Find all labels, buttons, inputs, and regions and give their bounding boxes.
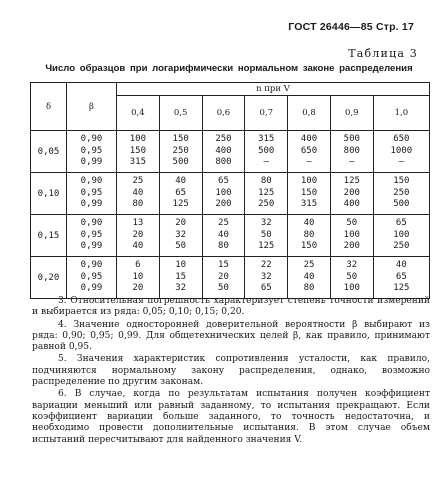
beta-cell bbox=[67, 173, 117, 215]
n-value: 100 bbox=[343, 283, 360, 294]
n-value: 10 bbox=[175, 260, 187, 271]
n-cell bbox=[245, 215, 288, 257]
n-value: 100 bbox=[300, 176, 318, 187]
beta-value: 0,99 bbox=[80, 199, 103, 210]
header-v-value: 0,6 bbox=[202, 96, 245, 131]
header-v-value: 0,7 bbox=[245, 96, 288, 131]
n-cell bbox=[373, 257, 429, 299]
n-value: 80 bbox=[218, 241, 229, 252]
n-cell bbox=[159, 173, 202, 215]
beta-cell bbox=[67, 131, 117, 173]
header-v-value: 0,4 bbox=[117, 96, 160, 131]
n-value: 400 bbox=[300, 134, 318, 145]
n-cell bbox=[159, 215, 202, 257]
n-value: 125 bbox=[258, 187, 275, 198]
n-cell bbox=[288, 173, 331, 215]
beta-value: 0,99 bbox=[80, 157, 103, 168]
beta-value: 0,99 bbox=[80, 283, 103, 294]
beta-value: 0,90 bbox=[80, 134, 103, 145]
n-value: 200 bbox=[343, 241, 360, 252]
n-value: 50 bbox=[346, 218, 358, 229]
n-cell bbox=[373, 131, 429, 173]
n-value: 13 bbox=[132, 218, 144, 229]
beta-value: 0,95 bbox=[80, 271, 103, 282]
header-v-value: 0,5 bbox=[159, 96, 202, 131]
beta-cell bbox=[67, 257, 117, 299]
n-value: 50 bbox=[260, 229, 272, 240]
n-cell bbox=[330, 257, 373, 299]
n-value: 650 bbox=[300, 145, 318, 156]
n-value: 6 bbox=[135, 260, 141, 271]
n-cell bbox=[373, 173, 429, 215]
note-paragraph: 5. Значения характеристик сопротивления усталости, как правило, подчиняются нормальному закону распределения, однако, возможно распределение по другим законам. bbox=[32, 354, 430, 388]
n-cell bbox=[245, 131, 288, 173]
sample-size-table bbox=[30, 82, 430, 299]
beta-value: 0,95 bbox=[80, 229, 103, 240]
table-caption: Число образцов при логарифмически нормальном законе распределения bbox=[45, 63, 413, 74]
n-value: — bbox=[306, 157, 312, 168]
n-cell bbox=[202, 131, 245, 173]
delta-cell: 0,15 bbox=[31, 215, 67, 257]
n-cell bbox=[202, 173, 245, 215]
beta-value: 0,99 bbox=[80, 241, 103, 252]
n-value: 150 bbox=[393, 176, 410, 187]
n-value: 32 bbox=[175, 283, 187, 294]
n-value: 500 bbox=[393, 199, 410, 210]
n-value: 20 bbox=[218, 271, 229, 282]
n-value: 40 bbox=[303, 271, 315, 282]
header-delta: δ bbox=[31, 83, 67, 131]
n-value: 650 bbox=[393, 134, 410, 145]
n-value: 200 bbox=[215, 199, 232, 210]
n-value: 150 bbox=[300, 187, 318, 198]
n-value: 22 bbox=[260, 260, 272, 271]
table-row bbox=[31, 257, 430, 299]
n-value: 50 bbox=[346, 271, 358, 282]
beta-value: 0,90 bbox=[80, 176, 103, 187]
n-cell bbox=[288, 215, 331, 257]
n-value: 100 bbox=[215, 187, 232, 198]
n-value: 80 bbox=[260, 176, 272, 187]
notes bbox=[32, 296, 430, 447]
n-value: 125 bbox=[343, 176, 360, 187]
n-cell bbox=[117, 215, 160, 257]
n-value: 400 bbox=[215, 145, 232, 156]
table-row bbox=[31, 173, 430, 215]
n-value: 150 bbox=[300, 241, 318, 252]
n-value: 65 bbox=[175, 187, 187, 198]
n-value: 125 bbox=[172, 199, 189, 210]
header-beta: β bbox=[67, 83, 117, 131]
n-value: 800 bbox=[215, 157, 232, 168]
n-value: 40 bbox=[395, 260, 407, 271]
header-v-value: 0,9 bbox=[330, 96, 373, 131]
n-cell bbox=[330, 131, 373, 173]
n-value: 250 bbox=[393, 187, 410, 198]
n-value: 150 bbox=[172, 134, 189, 145]
n-value: 20 bbox=[175, 218, 187, 229]
header-n-v: n при V bbox=[117, 83, 430, 96]
n-value: 100 bbox=[129, 134, 147, 145]
n-value: 32 bbox=[260, 218, 272, 229]
beta-value: 0,95 bbox=[80, 187, 103, 198]
n-value: 40 bbox=[132, 241, 144, 252]
n-value: 315 bbox=[258, 134, 275, 145]
table-row bbox=[31, 215, 430, 257]
n-value: 125 bbox=[258, 241, 275, 252]
beta-value: 0,90 bbox=[80, 260, 103, 271]
n-value: 65 bbox=[260, 283, 272, 294]
n-value: — bbox=[349, 157, 355, 168]
beta-value: 0,95 bbox=[80, 145, 103, 156]
n-value: 65 bbox=[395, 218, 407, 229]
n-value: 65 bbox=[218, 176, 229, 187]
n-value: 200 bbox=[343, 187, 360, 198]
n-value: 50 bbox=[175, 241, 187, 252]
n-value: 20 bbox=[132, 229, 144, 240]
n-value: 65 bbox=[395, 271, 407, 282]
n-value: 100 bbox=[393, 229, 410, 240]
n-value: 10 bbox=[132, 271, 144, 282]
table-label: Таблица 3 bbox=[348, 47, 418, 60]
n-value: 25 bbox=[132, 176, 144, 187]
n-value: 15 bbox=[175, 271, 187, 282]
n-value: 40 bbox=[303, 218, 315, 229]
header-v-value: 0,8 bbox=[288, 96, 331, 131]
note-paragraph: 4. Значение односторонней доверительной вероятности β выбирают из ряда: 0,90; 0,95; 0,99. Для общетехнических целей β, как правило, принимают равной 0,95. bbox=[32, 319, 430, 353]
n-value: 25 bbox=[303, 260, 315, 271]
n-cell bbox=[330, 215, 373, 257]
n-cell bbox=[288, 131, 331, 173]
n-value: 32 bbox=[346, 260, 358, 271]
n-value: 500 bbox=[258, 145, 275, 156]
delta-cell: 0,05 bbox=[31, 131, 67, 173]
n-value: 40 bbox=[175, 176, 187, 187]
n-value: 250 bbox=[172, 145, 189, 156]
n-cell bbox=[117, 131, 160, 173]
n-cell bbox=[202, 257, 245, 299]
n-value: 40 bbox=[132, 187, 144, 198]
n-value: 100 bbox=[343, 229, 360, 240]
n-value: 500 bbox=[343, 134, 360, 145]
n-value: 15 bbox=[218, 260, 229, 271]
n-value: 50 bbox=[218, 283, 229, 294]
n-value: 125 bbox=[393, 283, 410, 294]
header-v-value: 1,0 bbox=[373, 96, 429, 131]
delta-cell: 0,20 bbox=[31, 257, 67, 299]
n-value: 250 bbox=[258, 199, 275, 210]
n-cell bbox=[330, 173, 373, 215]
n-cell bbox=[245, 173, 288, 215]
beta-value: 0,90 bbox=[80, 218, 103, 229]
n-cell bbox=[159, 131, 202, 173]
n-value: 400 bbox=[343, 199, 360, 210]
n-cell bbox=[159, 257, 202, 299]
n-value: 25 bbox=[218, 218, 229, 229]
n-value: 80 bbox=[303, 283, 315, 294]
n-value: 800 bbox=[343, 145, 360, 156]
n-value: — bbox=[398, 157, 405, 168]
beta-cell bbox=[67, 215, 117, 257]
n-value: 32 bbox=[260, 271, 272, 282]
note-paragraph: 6. В случае, когда по результатам испытания получен коэффициент вариации меньший или равный заданному, то испытания прекращают. Если коэффициент вариации больше заданного, то точность недостаточна, и необходимо провести дополнительные испытания. В этом случае объем испытаний пересчитывают для найденного значения V. bbox=[32, 389, 430, 445]
n-value: 80 bbox=[303, 229, 315, 240]
n-value: 20 bbox=[132, 283, 144, 294]
n-value: 250 bbox=[393, 241, 410, 252]
n-cell bbox=[245, 257, 288, 299]
n-cell bbox=[373, 215, 429, 257]
n-value: 500 bbox=[172, 157, 189, 168]
n-value: — bbox=[263, 157, 269, 168]
n-cell bbox=[117, 173, 160, 215]
n-cell bbox=[288, 257, 331, 299]
table-row bbox=[31, 131, 430, 173]
n-cell bbox=[117, 257, 160, 299]
n-cell bbox=[202, 215, 245, 257]
n-value: 250 bbox=[215, 134, 232, 145]
n-value: 315 bbox=[300, 199, 318, 210]
page-header: ГОСТ 26446—85 Стр. 17 bbox=[288, 21, 414, 33]
n-value: 1000 bbox=[390, 145, 413, 156]
n-value: 32 bbox=[175, 229, 187, 240]
n-value: 150 bbox=[129, 145, 147, 156]
note-paragraph: 3. Относительная погрешность характеризует степень точности измерений и выбирается из ряда: 0,05; 0,10; 0,15; 0,20. bbox=[32, 296, 430, 318]
n-value: 40 bbox=[218, 229, 229, 240]
n-value: 315 bbox=[129, 157, 147, 168]
n-value: 80 bbox=[132, 199, 144, 210]
delta-cell: 0,10 bbox=[31, 173, 67, 215]
